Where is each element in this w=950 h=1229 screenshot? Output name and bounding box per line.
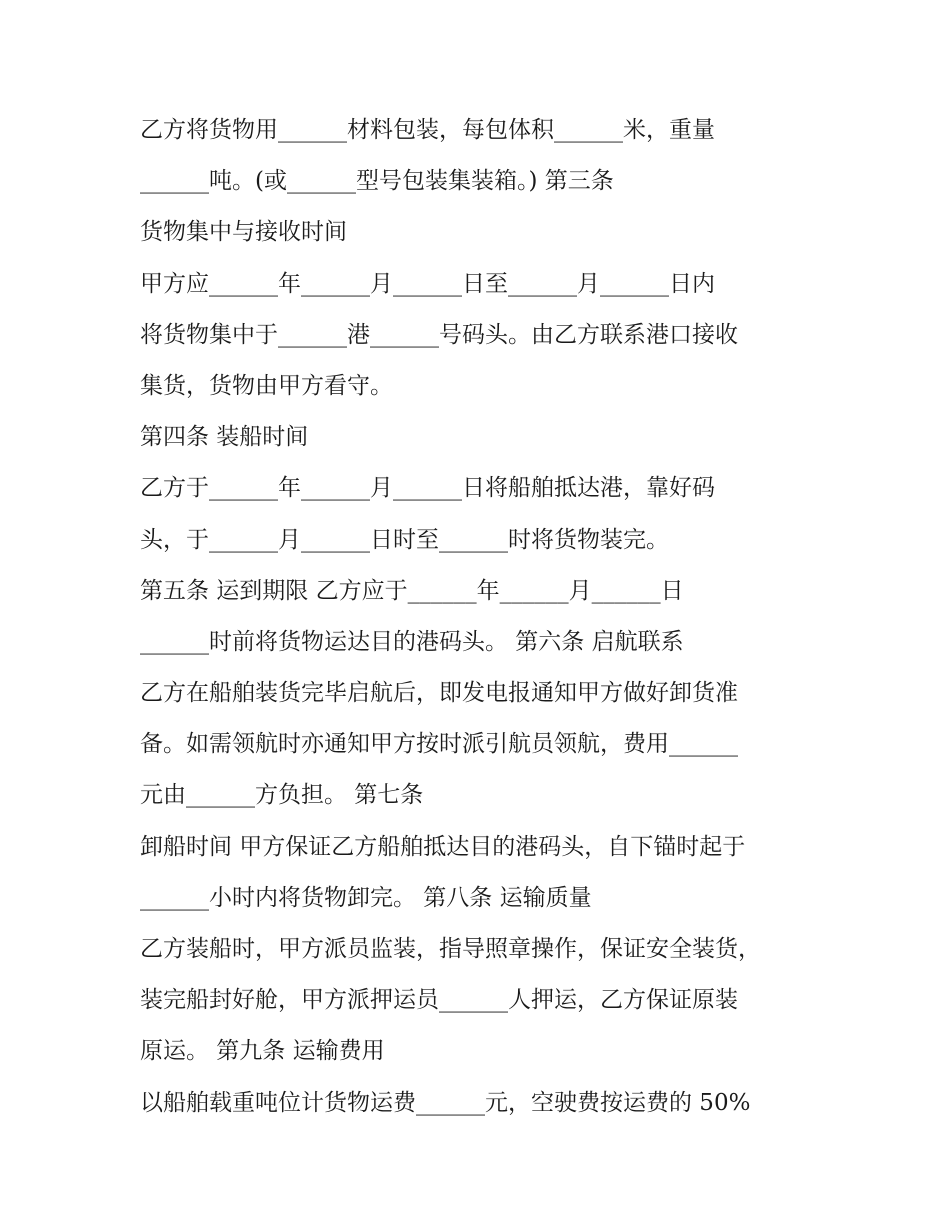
text-line: 卸船时间 甲方保证乙方船舶抵达目的港码头，自下锚时起于 [140, 833, 746, 860]
text-line: ______时前将货物运达目的港码头。 第六条 启航联系 [140, 628, 684, 655]
text-line: 备。如需领航时亦通知甲方按时派引航员领航，费用______ [140, 731, 738, 758]
text-line: ______吨。(或______型号包装集装箱。) 第三条 [140, 168, 614, 195]
text-line: 头，于______月______日时至______时将货物装完。 [140, 526, 669, 553]
text-line: 原运。 第九条 运输费用 [140, 1038, 385, 1065]
text-line: 元由______方负担。 第七条 [140, 782, 424, 809]
text-line: 以船舶载重吨位计货物运费______元，空驶费按运费的 50% [140, 1089, 751, 1116]
text-line: 乙方装船时，甲方派员监装，指导照章操作，保证安全装货， [140, 936, 761, 962]
text-line: 乙方在船舶装货完毕启航后，即发电报通知甲方做好卸货准 [140, 680, 738, 707]
text-line: 集货，货物由甲方看守。 [140, 372, 393, 399]
text-line: 乙方将货物用______材料包装，每包体积______米，重量 [140, 117, 715, 143]
text-line: ______小时内将货物卸完。 第八条 运输质量 [140, 884, 592, 911]
text-line: 将货物集中于______港______号码头。由乙方联系港口接收 [140, 321, 738, 348]
section-heading: 货物集中与接收时间 [140, 219, 347, 246]
text-line: 乙方于______年______月______日将船舶抵达港，靠好码 [140, 475, 715, 502]
text-line: 甲方应______年______月______日至______月______日内 [140, 270, 715, 297]
text-line: 第五条 运到期限 乙方应于______年______月______日 [140, 577, 684, 604]
section-heading: 第四条 装船时间 [140, 424, 309, 451]
text-line: 装完船封好舱，甲方派押运员______人押运，乙方保证原装 [140, 987, 738, 1014]
contract-text [140, 110, 820, 1134]
